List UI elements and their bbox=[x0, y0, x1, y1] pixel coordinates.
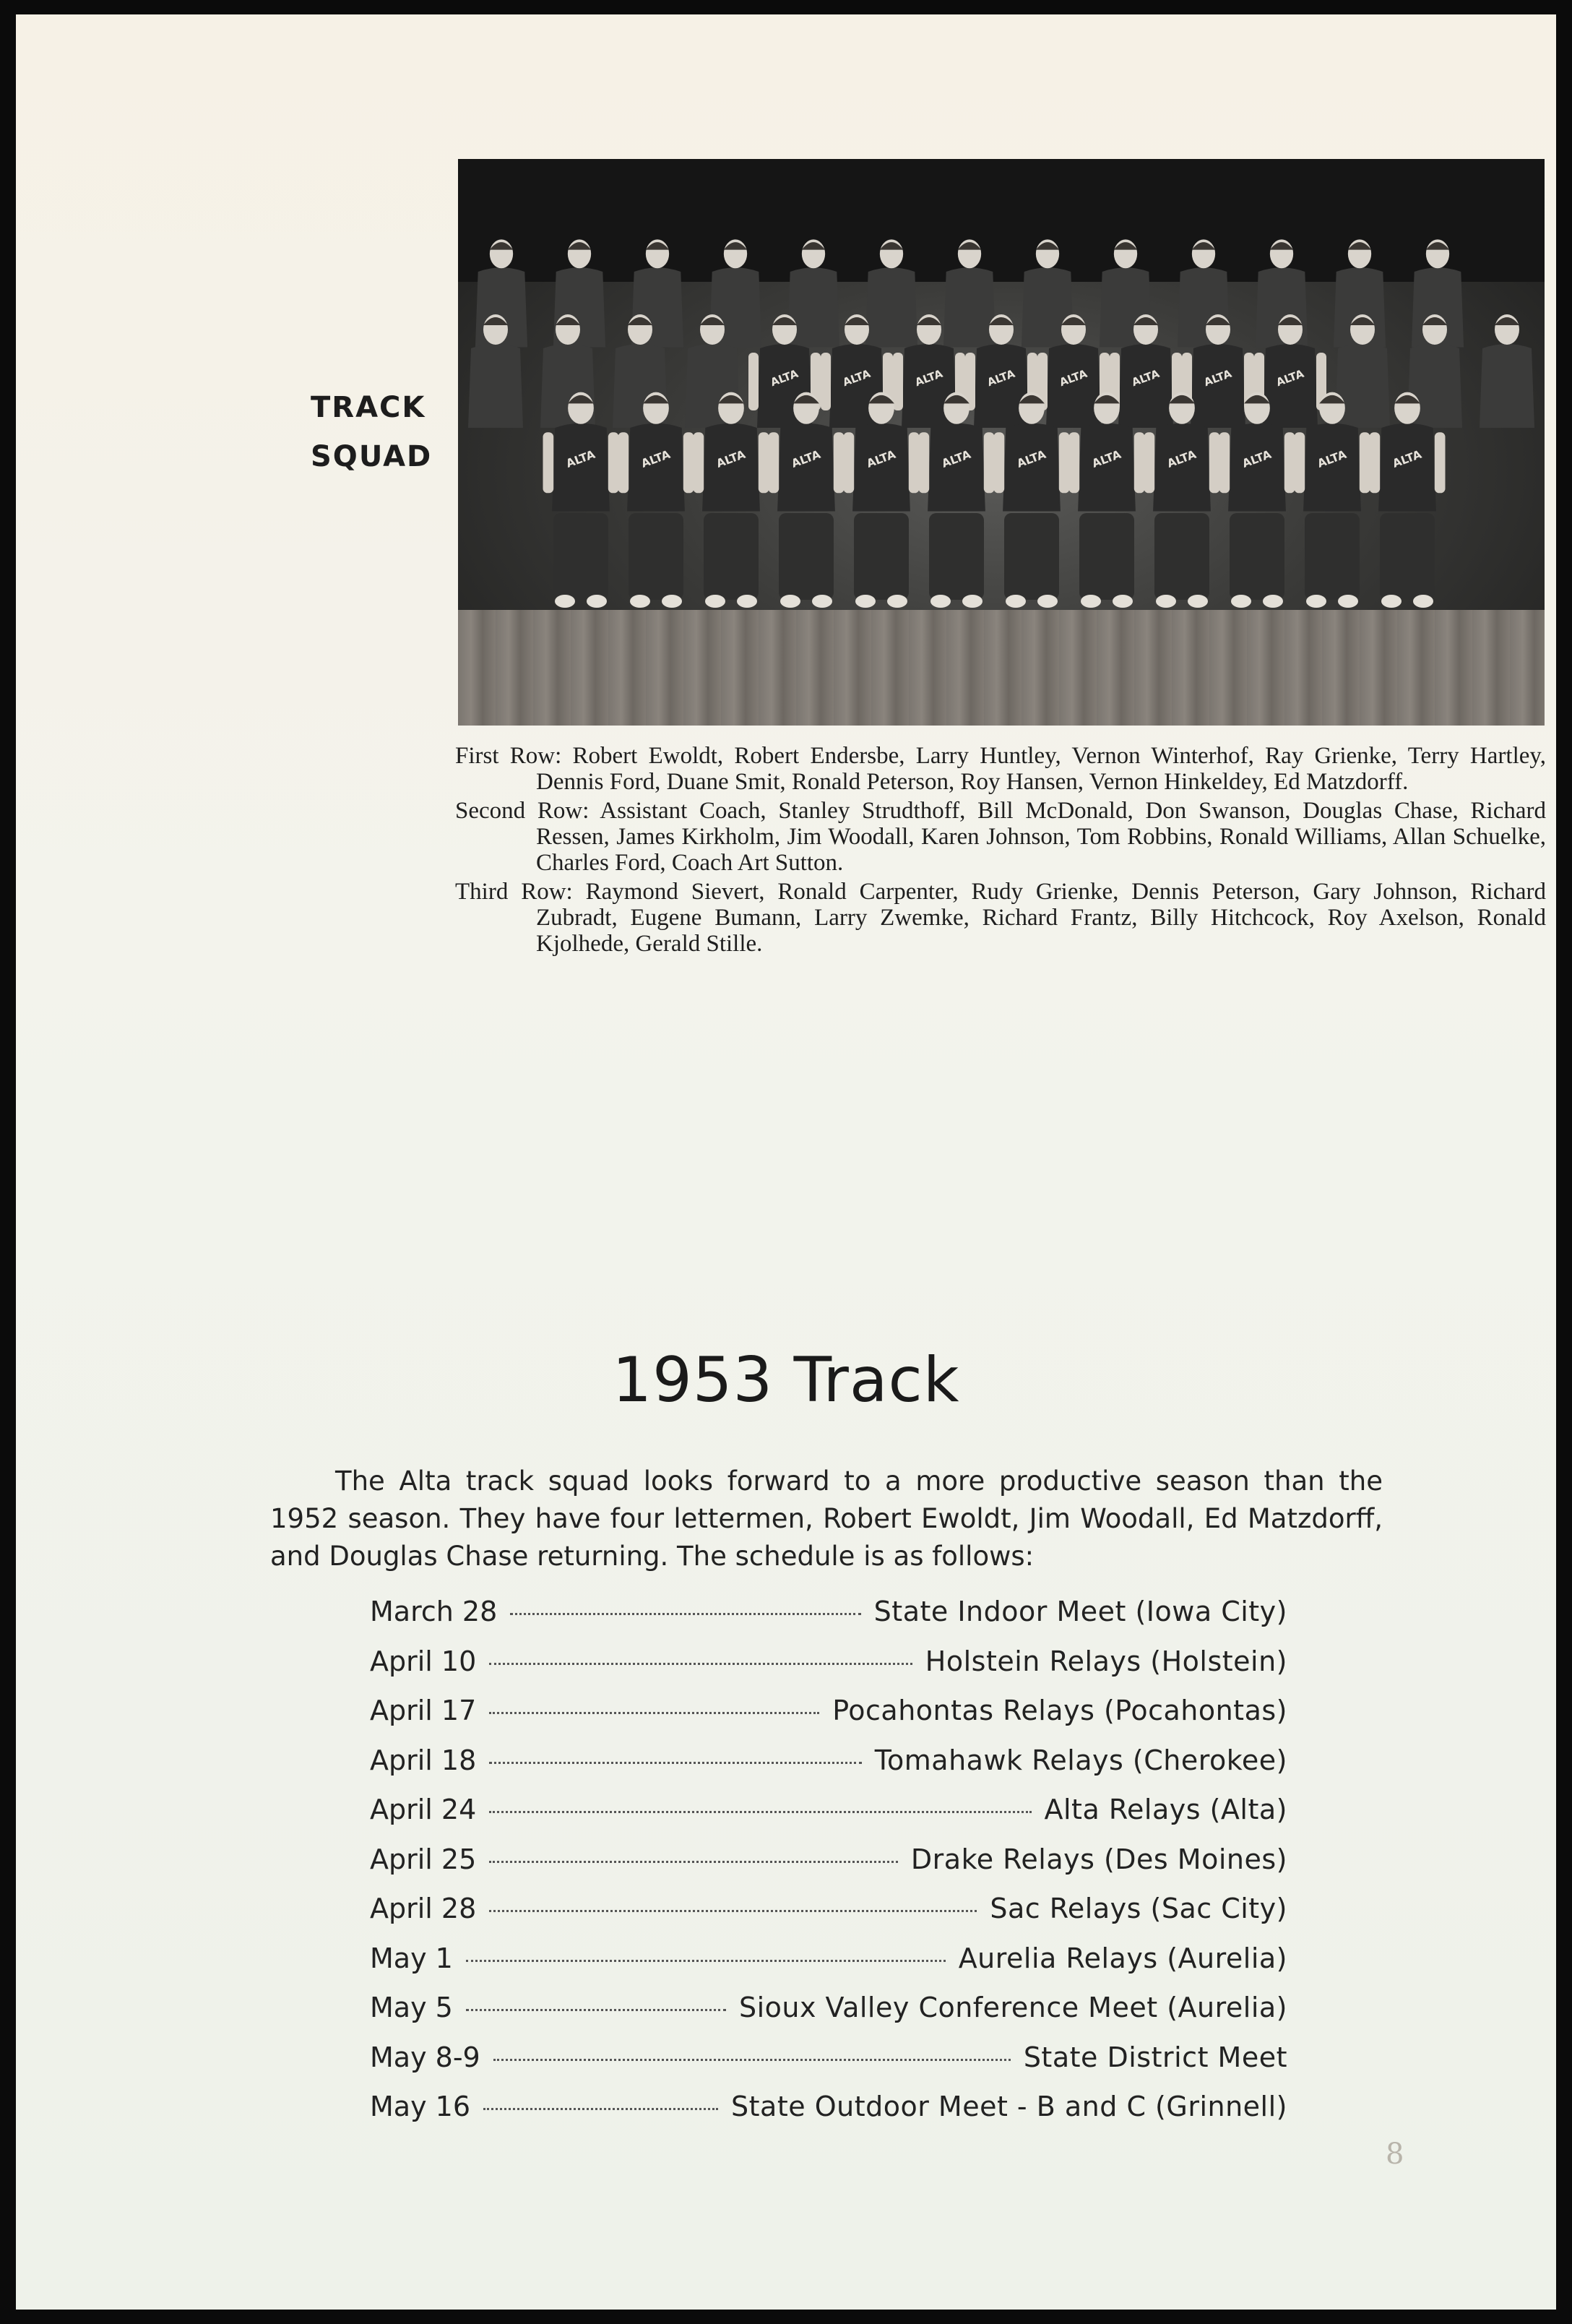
jersey-lettering: ALTA bbox=[769, 366, 800, 390]
schedule-event: State Indoor Meet (Iowa City) bbox=[873, 1596, 1287, 1627]
schedule-row bbox=[370, 2091, 1287, 2140]
dot-leader bbox=[489, 1663, 912, 1665]
intro-paragraph: The Alta track squad looks forward to a more productive season than the 1952 season. They have four lettermen, Robert Ewoldt, Jim Woodall, Ed Matzdorff, and Douglas Chase returning. The schedule is as follows: bbox=[270, 1466, 1383, 1572]
jersey-lettering: ALTA bbox=[1240, 447, 1274, 470]
schedule-event: Sac Relays (Sac City) bbox=[990, 1893, 1287, 1924]
caption-third-row: Third Row: Raymond Sievert, Ronald Carpenter, Rudy Grienke, Dennis Peterson, Gary Johnson, Richard Zubradt, Eugene Bumann, Larry Zwemke, Richard Frantz, Billy Hitchcock, Roy Axelson, Ronald Kjolhede, Gerald Stille. bbox=[455, 879, 1546, 957]
dot-leader bbox=[466, 1960, 946, 1962]
schedule-row bbox=[370, 1695, 1287, 1744]
schedule-date: May 16 bbox=[370, 2091, 470, 2122]
dot-leader bbox=[493, 2059, 1011, 2061]
dot-leader bbox=[489, 1762, 861, 1764]
jersey-lettering: ALTA bbox=[841, 366, 873, 390]
schedule-date: April 10 bbox=[370, 1645, 477, 1677]
dot-leader bbox=[489, 1861, 898, 1863]
jersey-lettering: ALTA bbox=[864, 447, 898, 470]
section-label-line1: TRACK bbox=[311, 391, 426, 424]
schedule-date: April 28 bbox=[370, 1893, 477, 1924]
middle-row-member bbox=[1480, 314, 1534, 428]
schedule-date: May 8-9 bbox=[370, 2041, 480, 2073]
schedule-row bbox=[370, 1794, 1287, 1843]
dot-leader bbox=[489, 1910, 977, 1912]
schedule-date: April 18 bbox=[370, 1744, 477, 1776]
section-label bbox=[311, 383, 441, 481]
schedule-row bbox=[370, 1942, 1287, 1992]
meet-schedule bbox=[370, 1596, 1287, 2140]
page-number-mark: 8 bbox=[1386, 2138, 1404, 2171]
schedule-event: Aurelia Relays (Aurelia) bbox=[958, 1942, 1287, 1974]
caption-first-row: First Row: Robert Ewoldt, Robert Endersbe, Larry Huntley, Vernon Winterhof, Ray Grienke, Terry Hartley, Dennis Ford, Duane Smit, Ronald Peterson, Roy Hansen, Vernon Hinkeldey, Ed Matzdorff. bbox=[455, 743, 1546, 795]
dot-leader bbox=[466, 2009, 726, 2011]
schedule-row bbox=[370, 1744, 1287, 1794]
jersey-lettering: ALTA bbox=[1315, 447, 1349, 470]
jersey-lettering: ALTA bbox=[563, 447, 597, 470]
page-title: 1953 Track bbox=[612, 1344, 960, 1416]
schedule-date: April 17 bbox=[370, 1695, 477, 1726]
schedule-row bbox=[370, 1893, 1287, 1942]
jersey-lettering: ALTA bbox=[913, 366, 945, 390]
caption-second-row: Second Row: Assistant Coach, Stanley Strudthoff, Bill McDonald, Don Swanson, Douglas Chase, Richard Ressen, James Kirkholm, Jim Woodall, Karen Johnson, Tom Robbins, Ronald Williams, Allan Schuelke, Charles Ford, Coach Art Sutton. bbox=[455, 798, 1546, 876]
jersey-lettering: ALTA bbox=[1202, 366, 1234, 390]
dot-leader bbox=[489, 1811, 1031, 1813]
schedule-event: Drake Relays (Des Moines) bbox=[910, 1843, 1287, 1875]
jersey-lettering: ALTA bbox=[1390, 447, 1424, 470]
jersey-lettering: ALTA bbox=[1058, 366, 1089, 390]
jersey-lettering: ALTA bbox=[1014, 447, 1048, 470]
team-photo bbox=[458, 159, 1545, 726]
jersey-lettering: ALTA bbox=[639, 447, 673, 470]
jersey-lettering: ALTA bbox=[1165, 447, 1199, 470]
yearbook-page bbox=[16, 14, 1556, 2310]
schedule-date: May 1 bbox=[370, 1942, 453, 1974]
dot-leader bbox=[483, 2108, 718, 2110]
back-row-member bbox=[943, 239, 996, 347]
schedule-event: State District Meet bbox=[1023, 2041, 1287, 2073]
schedule-row bbox=[370, 1596, 1287, 1645]
schedule-date: May 5 bbox=[370, 1992, 453, 2023]
section-label-line2: SQUAD bbox=[311, 440, 433, 473]
schedule-event: Tomahawk Relays (Cherokee) bbox=[874, 1744, 1287, 1776]
jersey-lettering: ALTA bbox=[789, 447, 823, 470]
schedule-row bbox=[370, 1843, 1287, 1893]
jersey-lettering: ALTA bbox=[714, 447, 748, 470]
schedule-event: Holstein Relays (Holstein) bbox=[925, 1645, 1287, 1677]
jersey-lettering: ALTA bbox=[1089, 447, 1123, 470]
schedule-row bbox=[370, 1645, 1287, 1695]
jersey-lettering: ALTA bbox=[939, 447, 973, 470]
schedule-date: March 28 bbox=[370, 1596, 498, 1627]
schedule-row bbox=[370, 2041, 1287, 2091]
jersey-lettering: ALTA bbox=[985, 366, 1017, 390]
schedule-event: Pocahontas Relays (Pocahontas) bbox=[832, 1695, 1287, 1726]
schedule-date: April 24 bbox=[370, 1794, 477, 1825]
schedule-event: Alta Relays (Alta) bbox=[1044, 1794, 1287, 1825]
dot-leader bbox=[489, 1712, 819, 1714]
schedule-date: April 25 bbox=[370, 1843, 477, 1875]
photo-caption bbox=[455, 743, 1546, 960]
dot-leader bbox=[510, 1613, 860, 1615]
schedule-event: State Outdoor Meet - B and C (Grinnell) bbox=[731, 2091, 1287, 2122]
jersey-lettering: ALTA bbox=[1130, 366, 1162, 390]
schedule-row bbox=[370, 1992, 1287, 2041]
team-figures bbox=[458, 159, 1545, 726]
jersey-lettering: ALTA bbox=[1274, 366, 1306, 390]
back-row-member bbox=[865, 239, 917, 347]
schedule-event: Sioux Valley Conference Meet (Aurelia) bbox=[738, 1992, 1287, 2023]
